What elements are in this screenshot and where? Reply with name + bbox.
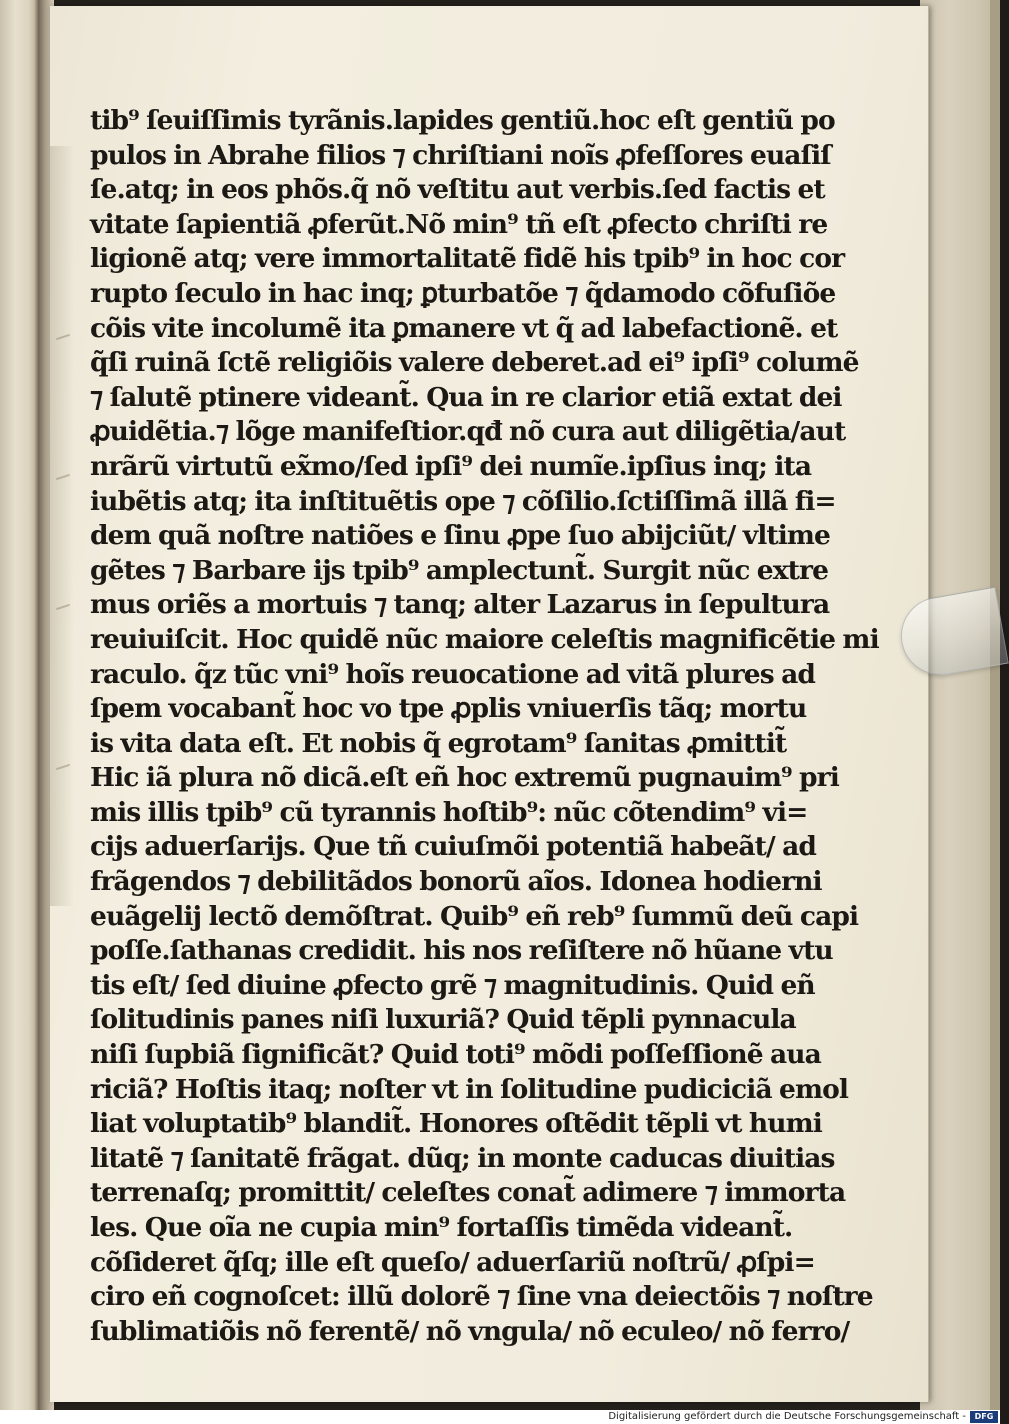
text-line: q̃ſi ruinã ſctẽ religiõis valere deberet.ad ei⁹ ipſi⁹ columẽ bbox=[90, 347, 859, 379]
text-line: Hic iã plura nõ dicã.eſt eñ hoc extremũ pugnauim⁹ pri bbox=[90, 762, 839, 794]
text-line: cijs aduerſarijs. Que tñ cuiuſmõi potentiã habeãt/ ad bbox=[90, 831, 817, 863]
text-line: euãgelij lectõ demõſtrat. Quib⁹ eñ reb⁹ ſummũ deũ capi bbox=[90, 900, 859, 932]
text-line: ⁊ ſalutẽ ptinere videant̃. Qua in re clarior etiã extat dei bbox=[90, 381, 842, 413]
previous-page-edge bbox=[0, 0, 38, 1410]
text-line: raculo. q̃z tũc vni⁹ hoĩs reuocatione ad vitã plures ad bbox=[90, 658, 816, 690]
text-line: liat voluptatib⁹ blandit̃. Honores oſtẽdit tẽpli vt humi bbox=[90, 1108, 822, 1140]
footer-bar bbox=[0, 1410, 1000, 1424]
text-line: frãgendos ⁊ debilitãdos bonorũ aĩos. Idonea hodierni bbox=[90, 866, 822, 898]
text-line: ſolitudinis panes niſi luxuriã? Quid tẽpli pynnacula bbox=[90, 1004, 796, 1036]
text-line: poſſe.ſathanas credidit. his nos reſiſtere nõ hũane vtu bbox=[90, 935, 833, 967]
text-line: ꝓuidẽtia.⁊ lõge manifeſtior.qđ nõ cura aut diligẽtia/aut bbox=[90, 416, 846, 448]
underlying-page-stack bbox=[920, 0, 1000, 1410]
text-line: niſi ſupbiã ſignificãt? Quid toti⁹ mõdi poſſeſſionẽ aua bbox=[90, 1039, 821, 1071]
text-line: les. Que oĩa ne cupia min⁹ fortaſſis timẽda videant̃. bbox=[90, 1212, 793, 1243]
text-line: mus oriẽs a mortuis ⁊ tanq; alter Lazarus in ſepultura bbox=[90, 589, 830, 621]
text-line: ſpem vocabant̃ hoc vo tpe ꝓplis vniuerſis tãq; mortu bbox=[90, 693, 807, 725]
document-page bbox=[50, 6, 929, 1402]
text-line: gẽtes ⁊ Barbare ijs tpib⁹ amplectunt̃. Surgit nũc extre bbox=[90, 554, 829, 586]
text-line: ſe.atq; in eos phõs.q̃ nõ veſtitu aut verbis.ſed factis et bbox=[90, 174, 825, 206]
text-line: nrãrũ virtutũ ex̃mo/ſed ipſi⁹ dei numĩe.ipſius inq; ita bbox=[90, 450, 812, 482]
text-line: tis eſt/ ſed diuine ꝓfecto grẽ ⁊ magnitudinis. Quid eñ bbox=[90, 969, 815, 1001]
text-line: reuiuiſcit. Hoc quidẽ nũc maiore celeſtis magnificẽtie mi bbox=[90, 623, 879, 655]
text-line: ciro eñ cognoſcet: illũ dolorẽ ⁊ ſine vna deiectõis ⁊ noſtre bbox=[90, 1281, 873, 1313]
dfg-logo: DFG bbox=[970, 1411, 998, 1423]
page-stack-edge bbox=[990, 0, 1000, 1410]
text-line: ſublimatiõis nõ ferentẽ/ nõ vngula/ nõ eculeo/ nõ ferro/ bbox=[90, 1315, 850, 1347]
text-line: dem quã noſtre natiões e ſinu ꝓpe ſuo abijciũt/ vltime bbox=[90, 520, 830, 552]
text-line: litatẽ ⁊ ſanitatẽ frãgat. dũq; in monte caducas diuitias bbox=[90, 1142, 835, 1174]
text-line: terrenaſq; promittit/ celeſtes conat̃ adimere ⁊ immorta bbox=[90, 1177, 846, 1209]
text-line: pulos in Abrahe filios ⁊ chriſtiani noĩs ꝓfeſſores euaſiſ bbox=[90, 139, 831, 171]
text-line: riciã? Hoſtis itaq; noſter vt in ſolitudine pudiciciã emol bbox=[90, 1073, 849, 1105]
text-line: iubẽtis atq; ita inſtituẽtis ope ⁊ cõſilio.ſctiſſimã illã fi= bbox=[90, 485, 836, 517]
text-line: is vita data eſt. Et nobis q̃ egrotam⁹ ſanitas ꝓmittit̃ bbox=[90, 727, 787, 759]
text-line: cõſideret q̃ſq; ille eſt queſo/ aduerſariũ noſtrũ/ ꝓſpi= bbox=[90, 1246, 815, 1278]
text-line: vitate ſapientiã ꝓferũt.Nõ min⁹ tñ eſt ꝓfecto chriſti re bbox=[90, 208, 828, 240]
text-line: ligionẽ atq; vere immortalitatẽ fidẽ his tpib⁹ in hoc cor bbox=[90, 243, 845, 275]
text-line: cõis vite incolumẽ ita ꝑmanere vt q̃ ad labefactionẽ. et bbox=[90, 312, 838, 344]
text-line: mis illis tpib⁹ cũ tyrannis hoſtib⁹: nũc cõtendim⁹ vi= bbox=[90, 796, 808, 828]
text-line: tib⁹ ſeuiſſimis tyrãnis.lapides gentiũ.hoc eſt gentiũ po bbox=[90, 105, 835, 136]
text-line: rupto ſeculo in hac inq; ꝑturbatõe ⁊ q̃damodo cõfuſiõe bbox=[90, 277, 836, 309]
page-stain bbox=[50, 146, 74, 906]
funding-credit: Digitalisierung gefördert durch die Deutsche Forschungsgemeinschaft - bbox=[608, 1411, 966, 1422]
page-text bbox=[90, 104, 879, 1349]
